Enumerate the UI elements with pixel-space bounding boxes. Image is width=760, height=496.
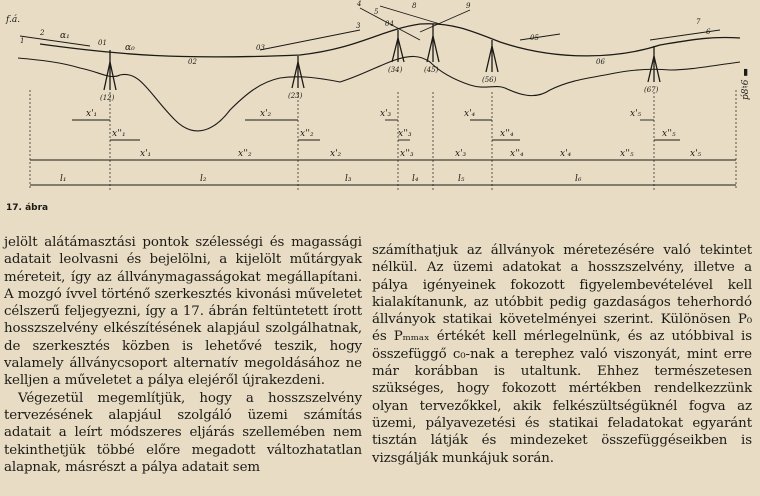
x-dim-label: x'₄ (560, 149, 572, 159)
paragraph: jelölt alátámasztási pontok szélességi és magassági adatait leolvasni és bejelölni, a kijelölt műtárgyak méreteit, így az állványmagasságokat megállapítani. A mozgó ívvel történő szerkesztés kivonási műveletet célszerű feljegyezni, így a 17. ábrán feltüntetett írott hosszszelvény elkészítésének alapjául szolgálhatnak, de szerkesztés közben is lehetővé teszik, hogy valamely állványcsoport alternatív megoldásához ne kelljen a műveletet a pálya elejéről újrakezdeni. (4, 235, 362, 389)
rope-curve (40, 24, 740, 57)
support-45 (427, 24, 439, 62)
paragraph: Végezetül megemlítjük, hogy a hosszszelvény tervezésének alapjául szolgáló üzemi számítás adatait a leírt módszeres eljárás szellemében nem tekinthetjük többé előre megadott változhatatlan alapnak, másrészt a pálya adatait sem (4, 390, 362, 475)
x-dim-label: x''₂ (238, 149, 252, 159)
x-dim-label: x'₅ (690, 149, 702, 159)
x-dim-label: x'₁ (140, 149, 152, 159)
point-code: 03 (256, 44, 265, 52)
line-number: 9 (466, 2, 471, 10)
point-code: 04 (385, 20, 394, 28)
point-code: 02 (188, 58, 197, 66)
paragraph: számíthatjuk az állványok méretezésére való tekintet nélkül. Az üzemi adatokat a hosszszelvény, illetve a pálya igényeinek fokozott figyelembevételével kell kialakítanunk, az utóbbit pedig gazdaságos teherhordó állványok statikai követelményei szerint. Különösen P₀ és Pₘₘₐₓ értékét kell mérlegelnünk, és az utóbbival is összefüggő c₀-nak a terephez való viszonyát, mint erre már korábban is utaltunk. Ehhez természetesen szükséges, hogy fokozott mértékben rendelkezzünk olyan tervezőkkel, akik felkészültségüknél fogva az üzemi, pályavezetési és statikai feladatokat egyaránt tisztán látják és mindezeket összefüggéseikben is vizsgálják munkájuk során. (372, 243, 752, 466)
support-label: (45) (424, 66, 439, 74)
x-dim-label: x''₃ (400, 149, 414, 159)
x-prime-label: x'₃ (380, 109, 392, 119)
line-number: 2 (40, 29, 45, 37)
x-double-label: x''₂ (300, 129, 314, 139)
x-dim-label: x'₂ (330, 149, 342, 159)
point-code: 01 (98, 39, 107, 47)
segment-label: l₆ (575, 174, 582, 184)
line-number: 4 (357, 0, 362, 8)
support-label: (67) (644, 86, 659, 94)
x-prime-label: x'₄ (464, 109, 476, 119)
figure-caption: 17. ábra (6, 203, 49, 213)
support-67 (648, 46, 660, 82)
x-double-label: x''₄ (500, 129, 514, 139)
x-double-label: x''₁ (112, 129, 126, 139)
point-code: 05 (530, 34, 539, 42)
profile-figure (0, 0, 760, 215)
line-number: 3 (356, 22, 361, 30)
x-double-label: x''₅ (662, 129, 676, 139)
segment-label: l₃ (345, 174, 352, 184)
line-number: 5 (374, 8, 379, 16)
x-dim-label: x''₅ (620, 149, 634, 159)
segment-label: l₄ (412, 174, 419, 184)
support-34 (392, 30, 404, 62)
point-code: 06 (596, 58, 605, 66)
margin-mark: ṕ8♮6 ▬ (741, 68, 751, 100)
segment-label: l₂ (200, 174, 207, 184)
support-label: (23) (288, 92, 303, 100)
x-dim-label: x''₄ (510, 149, 524, 159)
x-dim-label: x'₃ (455, 149, 467, 159)
text-column-left (4, 234, 362, 476)
line-number: 8 (412, 2, 417, 10)
text-column-right (372, 242, 752, 467)
support-56 (486, 40, 498, 72)
alpha0-label: α₀ (125, 43, 135, 53)
segment-label: l₅ (458, 174, 465, 184)
alpha1-label: α₁ (60, 31, 70, 41)
x-prime-label: x'₂ (260, 109, 272, 119)
x-prime-label: x'₁ (86, 109, 98, 119)
line-number: 7 (696, 18, 701, 26)
fa-label: f.á. (6, 15, 21, 25)
support-12 (104, 50, 116, 90)
support-23 (292, 56, 304, 88)
support-label: (56) (482, 76, 497, 84)
x-double-label: x''₃ (398, 129, 412, 139)
line-number: 6 (706, 28, 711, 36)
support-label: (34) (388, 66, 403, 74)
x-prime-label: x'₅ (630, 109, 642, 119)
support-label: (12) (100, 94, 115, 102)
line-number: 1 (20, 37, 25, 45)
terrain-line (18, 56, 740, 130)
segment-label: l₁ (60, 174, 67, 184)
